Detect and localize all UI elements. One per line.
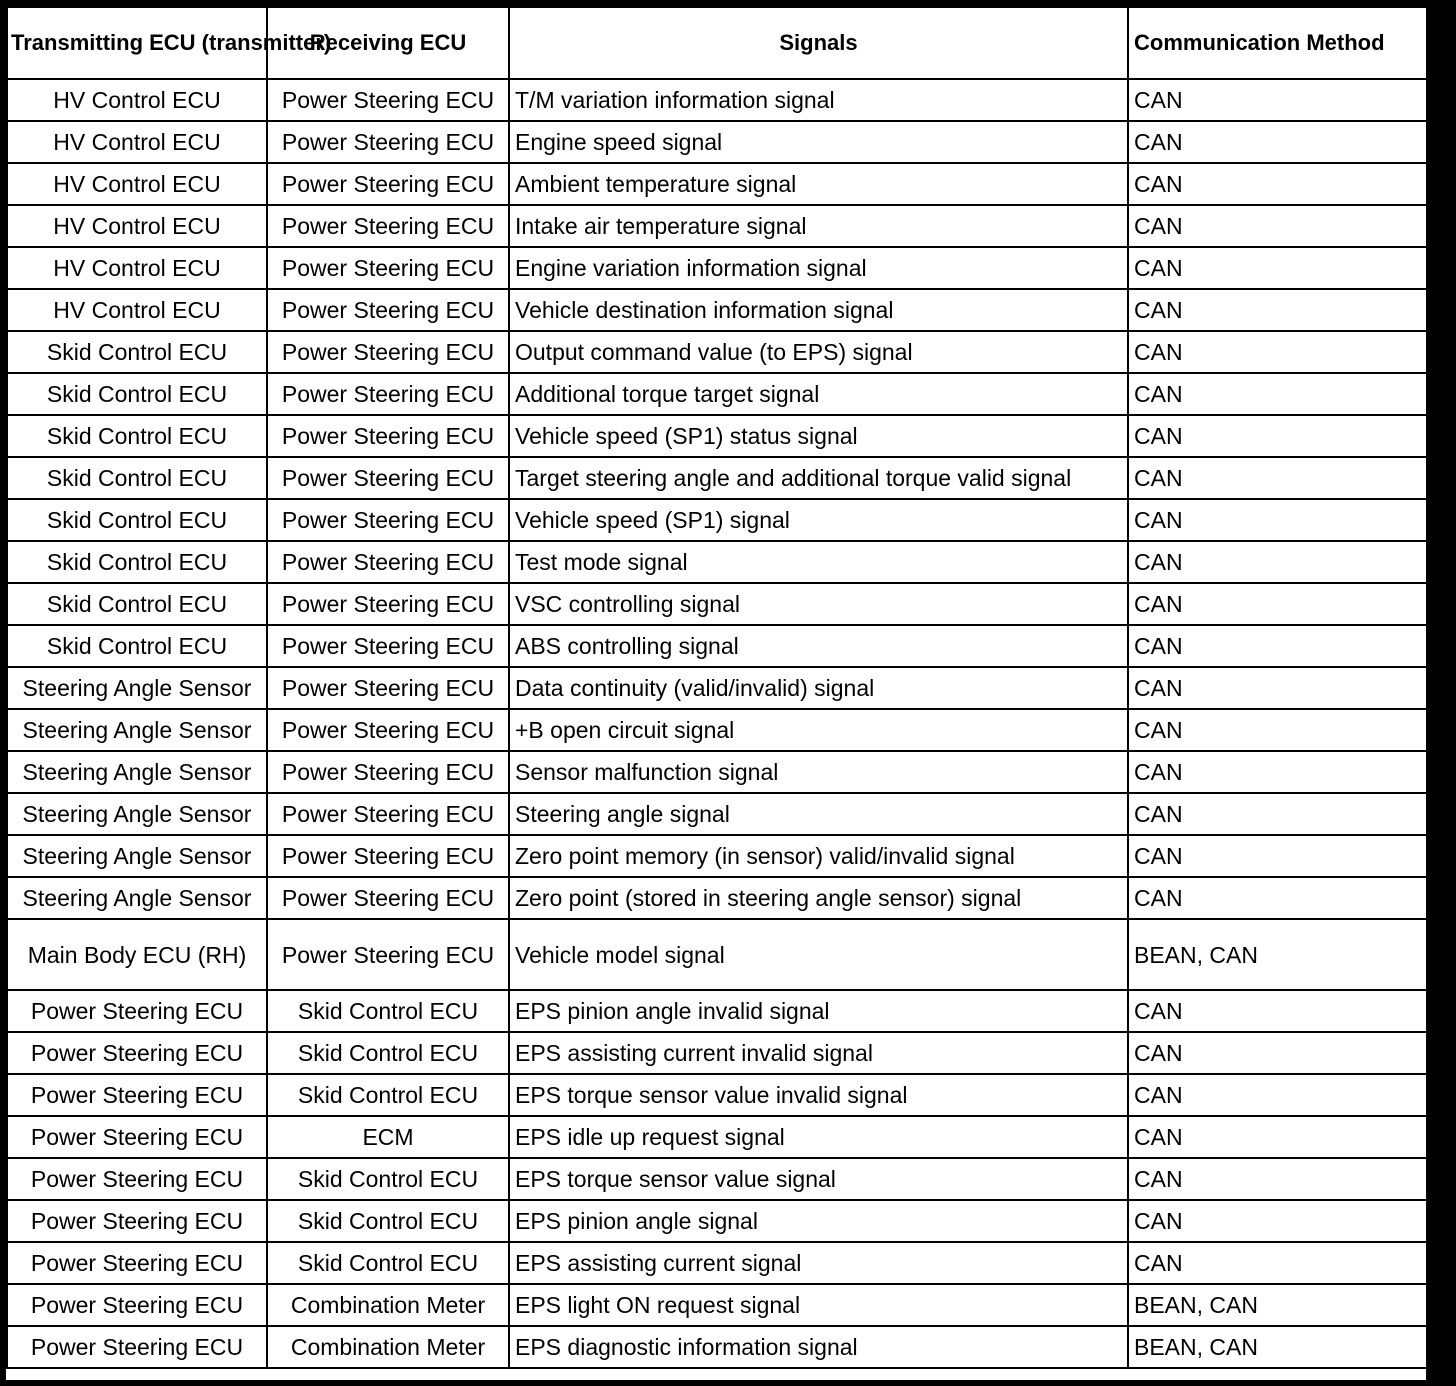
table-row (7, 331, 1427, 373)
signal-cell: Sensor malfunction signal (509, 751, 1128, 793)
signal-cell: EPS idle up request signal (509, 1116, 1128, 1158)
receiver-cell: Skid Control ECU (267, 1032, 509, 1074)
receiver-cell: ECM (267, 1116, 509, 1158)
table-row (7, 709, 1427, 751)
transmitter-cell: HV Control ECU (7, 163, 267, 205)
method-cell: BEAN, CAN (1128, 1284, 1427, 1326)
signal-cell: Target steering angle and additional torque valid signal (509, 457, 1128, 499)
transmitter-cell: Skid Control ECU (7, 415, 267, 457)
method-cell: CAN (1128, 583, 1427, 625)
receiver-cell: Power Steering ECU (267, 877, 509, 919)
method-cell: CAN (1128, 289, 1427, 331)
signals-header: Signals (509, 7, 1128, 79)
receiver-cell: Skid Control ECU (267, 1158, 509, 1200)
method-cell: CAN (1128, 667, 1427, 709)
transmitter-cell: Power Steering ECU (7, 1032, 267, 1074)
table-row (7, 877, 1427, 919)
method-cell: CAN (1128, 415, 1427, 457)
receiver-cell: Power Steering ECU (267, 499, 509, 541)
method-cell: BEAN, CAN (1128, 919, 1427, 990)
transmitter-cell: HV Control ECU (7, 247, 267, 289)
method-cell: CAN (1128, 1242, 1427, 1284)
transmitter-cell: Skid Control ECU (7, 331, 267, 373)
method-cell: CAN (1128, 1116, 1427, 1158)
receiver-cell: Power Steering ECU (267, 373, 509, 415)
transmitter-cell: Power Steering ECU (7, 1326, 267, 1368)
table-row (7, 751, 1427, 793)
signal-cell: Zero point memory (in sensor) valid/invalid signal (509, 835, 1128, 877)
receiver-cell: Power Steering ECU (267, 121, 509, 163)
receiver-cell: Power Steering ECU (267, 751, 509, 793)
table-row (7, 1158, 1427, 1200)
transmitter-header: Transmitting ECU (transmitter) (7, 7, 267, 79)
transmitter-cell: Skid Control ECU (7, 499, 267, 541)
transmitter-cell: Steering Angle Sensor (7, 709, 267, 751)
transmitter-cell: Skid Control ECU (7, 583, 267, 625)
signal-cell: Intake air temperature signal (509, 205, 1128, 247)
transmitter-cell: HV Control ECU (7, 289, 267, 331)
table-row (7, 667, 1427, 709)
receiver-cell: Power Steering ECU (267, 205, 509, 247)
transmitter-cell: HV Control ECU (7, 121, 267, 163)
receiver-cell: Power Steering ECU (267, 331, 509, 373)
signal-cell: ABS controlling signal (509, 625, 1128, 667)
transmitter-cell: Skid Control ECU (7, 457, 267, 499)
signal-cell: VSC controlling signal (509, 583, 1128, 625)
method-cell: CAN (1128, 247, 1427, 289)
receiver-cell: Power Steering ECU (267, 667, 509, 709)
transmitter-cell: Power Steering ECU (7, 1158, 267, 1200)
table-row (7, 541, 1427, 583)
table-body (7, 79, 1427, 1368)
signal-cell: Zero point (stored in steering angle sensor) signal (509, 877, 1128, 919)
method-cell: CAN (1128, 163, 1427, 205)
table-row (7, 289, 1427, 331)
signal-cell: EPS pinion angle invalid signal (509, 990, 1128, 1032)
method-cell: CAN (1128, 121, 1427, 163)
transmitter-cell: Power Steering ECU (7, 1074, 267, 1116)
transmitter-cell: Main Body ECU (RH) (7, 919, 267, 990)
signal-cell: Vehicle speed (SP1) signal (509, 499, 1128, 541)
signal-cell: Additional torque target signal (509, 373, 1128, 415)
receiver-cell: Power Steering ECU (267, 835, 509, 877)
method-cell: CAN (1128, 1074, 1427, 1116)
receiver-cell: Power Steering ECU (267, 415, 509, 457)
transmitter-cell: HV Control ECU (7, 79, 267, 121)
method-cell: CAN (1128, 835, 1427, 877)
table-row (7, 247, 1427, 289)
table-row (7, 625, 1427, 667)
method-cell: CAN (1128, 625, 1427, 667)
signal-cell: Engine speed signal (509, 121, 1128, 163)
method-cell: CAN (1128, 793, 1427, 835)
document-sheet (6, 6, 1426, 1380)
receiver-cell: Power Steering ECU (267, 625, 509, 667)
signal-cell: Data continuity (valid/invalid) signal (509, 667, 1128, 709)
transmitter-cell: HV Control ECU (7, 205, 267, 247)
receiver-cell: Power Steering ECU (267, 583, 509, 625)
method-cell: CAN (1128, 877, 1427, 919)
method-header: Communication Method (1128, 7, 1427, 79)
transmitter-cell: Steering Angle Sensor (7, 877, 267, 919)
table-row (7, 919, 1427, 990)
table-row (7, 1284, 1427, 1326)
receiver-cell: Power Steering ECU (267, 793, 509, 835)
receiver-cell: Power Steering ECU (267, 541, 509, 583)
signal-cell: EPS diagnostic information signal (509, 1326, 1128, 1368)
signal-cell: Vehicle model signal (509, 919, 1128, 990)
transmitter-cell: Skid Control ECU (7, 625, 267, 667)
table-row (7, 1242, 1427, 1284)
receiver-cell: Power Steering ECU (267, 247, 509, 289)
table-row (7, 121, 1427, 163)
transmitter-cell: Power Steering ECU (7, 1200, 267, 1242)
table-row (7, 415, 1427, 457)
signal-cell: Test mode signal (509, 541, 1128, 583)
signal-table (6, 6, 1428, 1369)
table-row (7, 1200, 1427, 1242)
transmitter-cell: Power Steering ECU (7, 1116, 267, 1158)
receiver-cell: Skid Control ECU (267, 1074, 509, 1116)
signal-cell: Vehicle speed (SP1) status signal (509, 415, 1128, 457)
signal-cell: EPS assisting current signal (509, 1242, 1128, 1284)
signal-cell: EPS light ON request signal (509, 1284, 1128, 1326)
method-cell: CAN (1128, 709, 1427, 751)
table-row (7, 499, 1427, 541)
method-cell: CAN (1128, 1032, 1427, 1074)
receiver-cell: Power Steering ECU (267, 163, 509, 205)
transmitter-cell: Steering Angle Sensor (7, 793, 267, 835)
receiver-cell: Combination Meter (267, 1326, 509, 1368)
table-row (7, 163, 1427, 205)
table-row (7, 1116, 1427, 1158)
signal-cell: EPS pinion angle signal (509, 1200, 1128, 1242)
table-row (7, 990, 1427, 1032)
table-row (7, 1326, 1427, 1368)
signal-cell: Steering angle signal (509, 793, 1128, 835)
table-row (7, 1074, 1427, 1116)
method-cell: CAN (1128, 1200, 1427, 1242)
method-cell: BEAN, CAN (1128, 1326, 1427, 1368)
transmitter-cell: Steering Angle Sensor (7, 751, 267, 793)
table-row (7, 205, 1427, 247)
method-cell: CAN (1128, 331, 1427, 373)
method-cell: CAN (1128, 79, 1427, 121)
transmitter-cell: Skid Control ECU (7, 373, 267, 415)
method-cell: CAN (1128, 1158, 1427, 1200)
table-row (7, 79, 1427, 121)
receiver-cell: Skid Control ECU (267, 1242, 509, 1284)
receiver-cell: Power Steering ECU (267, 289, 509, 331)
receiver-cell: Combination Meter (267, 1284, 509, 1326)
header-row (7, 7, 1427, 79)
transmitter-cell: Steering Angle Sensor (7, 667, 267, 709)
transmitter-cell: Skid Control ECU (7, 541, 267, 583)
method-cell: CAN (1128, 541, 1427, 583)
table-row (7, 793, 1427, 835)
method-cell: CAN (1128, 990, 1427, 1032)
signal-cell: Engine variation information signal (509, 247, 1128, 289)
receiver-cell: Power Steering ECU (267, 79, 509, 121)
signal-cell: Vehicle destination information signal (509, 289, 1128, 331)
receiver-cell: Skid Control ECU (267, 1200, 509, 1242)
signal-cell: Output command value (to EPS) signal (509, 331, 1128, 373)
receiver-header: Receiving ECU (267, 7, 509, 79)
method-cell: CAN (1128, 457, 1427, 499)
receiver-cell: Power Steering ECU (267, 709, 509, 751)
method-cell: CAN (1128, 499, 1427, 541)
signal-cell: EPS assisting current invalid signal (509, 1032, 1128, 1074)
transmitter-cell: Power Steering ECU (7, 1242, 267, 1284)
receiver-cell: Power Steering ECU (267, 457, 509, 499)
method-cell: CAN (1128, 205, 1427, 247)
method-cell: CAN (1128, 373, 1427, 415)
transmitter-cell: Power Steering ECU (7, 1284, 267, 1326)
signal-cell: Ambient temperature signal (509, 163, 1128, 205)
receiver-cell: Power Steering ECU (267, 919, 509, 990)
transmitter-cell: Steering Angle Sensor (7, 835, 267, 877)
signal-cell: T/M variation information signal (509, 79, 1128, 121)
signal-cell: +B open circuit signal (509, 709, 1128, 751)
table-row (7, 1032, 1427, 1074)
signal-cell: EPS torque sensor value signal (509, 1158, 1128, 1200)
signal-cell: EPS torque sensor value invalid signal (509, 1074, 1128, 1116)
receiver-cell: Skid Control ECU (267, 990, 509, 1032)
table-row (7, 835, 1427, 877)
table-row (7, 457, 1427, 499)
transmitter-cell: Power Steering ECU (7, 990, 267, 1032)
table-row (7, 583, 1427, 625)
table-row (7, 373, 1427, 415)
method-cell: CAN (1128, 751, 1427, 793)
